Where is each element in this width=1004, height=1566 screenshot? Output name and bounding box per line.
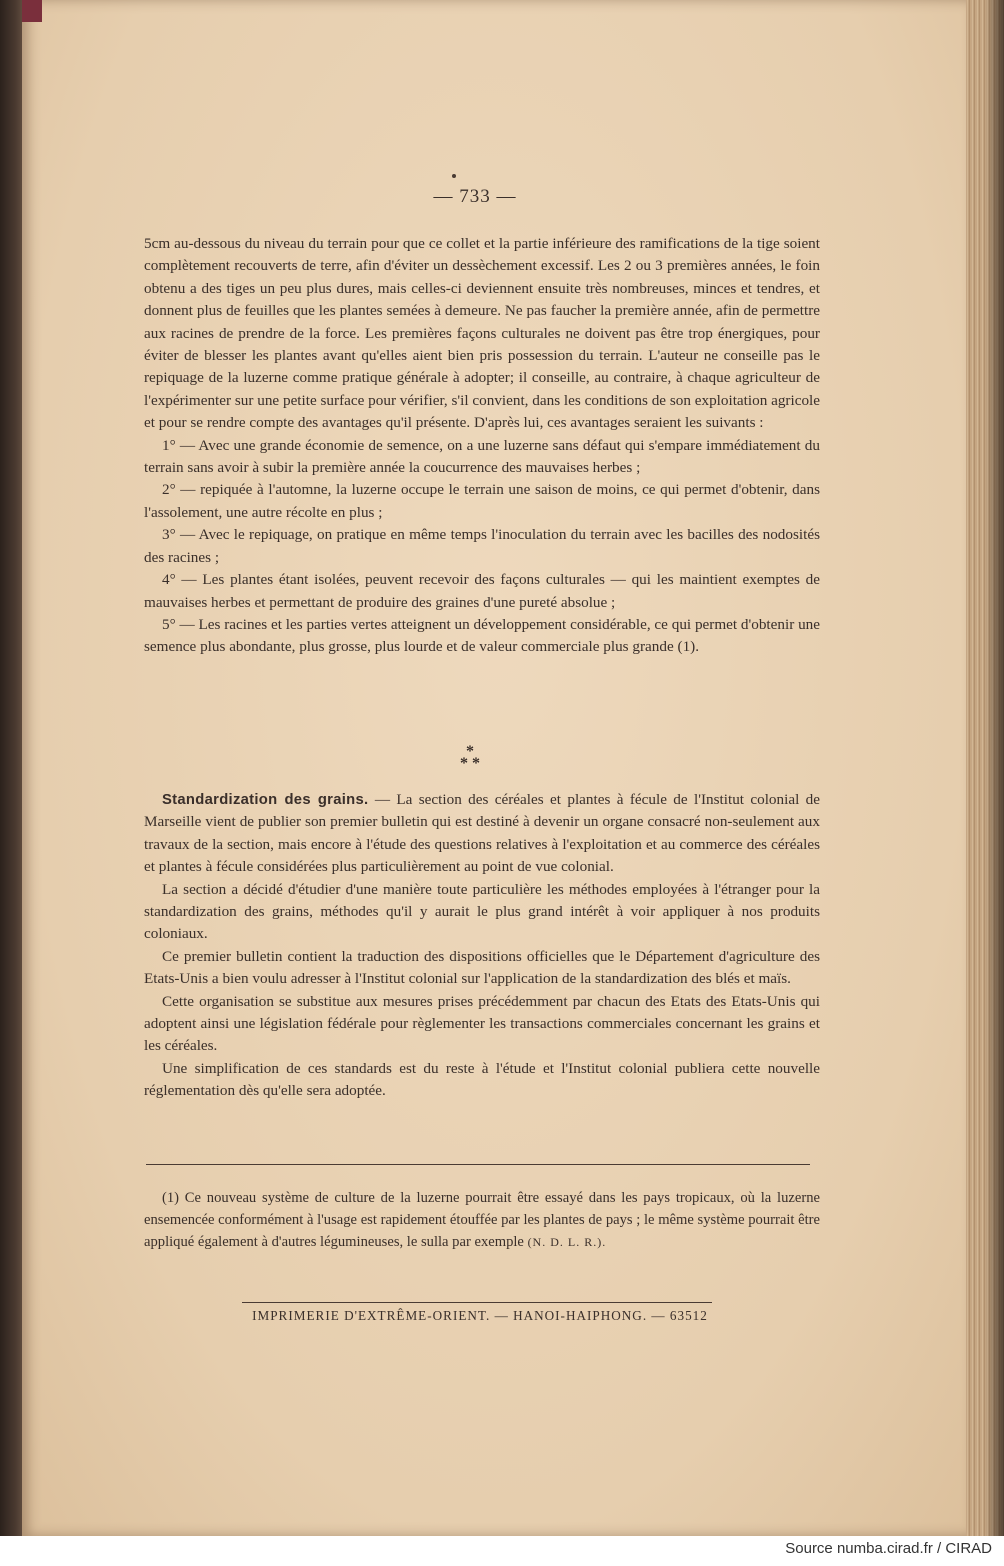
- imprint-divider: [242, 1302, 712, 1303]
- section-separator-asterism: * * *: [460, 743, 480, 772]
- paragraph: 2° — repiquée à l'automne, la luzerne occupe le terrain une saison de moins, ce qui permet d'obtenir, dans l'assolement, une autre récolte en plus ;: [144, 481, 820, 521]
- ink-dot: [452, 174, 456, 178]
- section-standardization: [144, 789, 820, 1103]
- paragraph: La section a décidé d'étudier d'une manière toute particulière les méthodes employées à l'étranger pour la standardization des grains, méthodes qu'il y aurait le plus grand intérêt à voir appliquer à nos produits coloniaux.: [144, 880, 820, 943]
- paragraph: 5° — Les racines et les parties vertes atteignent un développement considérable, ce qui permet d'obtenir une semence plus abondante, plus grosse, plus lourde et de valeur commerciale plus grande (1).: [144, 615, 820, 656]
- source-credit: Source numba.cirad.fr / CIRAD: [785, 1540, 992, 1557]
- footnote-body: (1) Ce nouveau système de culture de la luzerne pourrait être essayé dans les pays tropicaux, où la luzerne ensemencée conformément à l'usage est rapidement étouffée par les plantes de pays ; le même système pourrait être appliqué également à d'autres légumineuses, le sulla par exemple: [144, 1190, 820, 1250]
- footnote-divider: [146, 1164, 810, 1165]
- footnote-signature: (N. D. L. R.).: [527, 1234, 607, 1249]
- paragraph: 4° — Les plantes étant isolées, peuvent recevoir des façons culturales — qui les maintient exemptes de mauvaises herbes et permettant de produire des graines d'une pureté absolue ;: [144, 571, 820, 611]
- paragraph: 5cm au-dessous du niveau du terrain pour que ce collet et la partie inférieure des ramifications de la tige soient complètement recouverts de terre, afin d'éviter un dessèchement excessif. Les 2 ou 3 premières années, le foin obtenu a des tiges un peu plus dures, mais celles-ci deviennent ensuite très nombreuses, minces et tendres, et donnent plus de feuilles que les plantes semées à demeure. Ne pas faucher la première année, afin de permettre aux racines de prendre de la force. Les premières façons culturales ne doivent pas être trop énergiques, pour éviter de blesser les plantes avant qu'elles aient bien pris possession du terrain. L'auteur ne conseille pas le repiquage de la luzerne comme pratique générale à adopter; il conseille, au contraire, à chaque agriculteur de l'expérimenter sur une petite surface pour vérifier, s'il convient, dans les conditions de son exploitation agricole et pour se rendre compte des avantages qu'il présente. D'après lui, ces avantages seraient les suivants :: [144, 235, 820, 432]
- footnote-text: [144, 1188, 820, 1253]
- page-number: — 733 —: [433, 186, 517, 207]
- paragraph: 1° — Avec une grande économie de semence, on a une luzerne sans défaut qui s'empare immédiatement du terrain sans avoir à subir la première année la coucurrence des mauvaises herbes ;: [144, 436, 820, 477]
- footnote: [144, 1188, 820, 1253]
- paragraph: Ce premier bulletin contient la traduction des dispositions officielles que le Département d'agriculture des Etats-Unis a bien voulu adresser à l'Institut colonial sur l'application de la standardization des blés et maïs.: [144, 947, 820, 988]
- section-luzerne: [144, 233, 820, 659]
- paragraph: 3° — Avec le repiquage, on pratique en même temps l'inoculation du terrain avec les bacilles des nodosités des racines ;: [144, 526, 820, 566]
- printer-imprint: IMPRIMERIE D'EXTRÊME-ORIENT. — HANOI-HAIPHONG. — 63512: [252, 1308, 708, 1323]
- paragraph-intro: [144, 789, 820, 879]
- intro-text: — La section des céréales et plantes à fécule de l'Institut colonial de Marseille vient de publier son premier bulletin qui est destiné à devenir un organe consacré non-seulement aux travaux de la section, mais encore à l'étude des questions relatives à l'exploitation et au commerce des céréales et plantes à fécule considérées plus particulièrement au point de vue colonial.: [144, 791, 820, 876]
- section-heading: Standardization des grains.: [162, 792, 369, 808]
- paragraph: Cette organisation se substitue aux mesures prises précédemment par chacun des Etats des Etats-Unis qui adoptent ainsi une législation fédérale pour règlementer les transactions commerciales concernant les grains et les céréales.: [144, 992, 820, 1055]
- paragraph: Une simplification de ces standards est du reste à l'étude et l'Institut colonial publiera cette nouvelle réglementation dès qu'elle sera adoptée.: [144, 1059, 820, 1100]
